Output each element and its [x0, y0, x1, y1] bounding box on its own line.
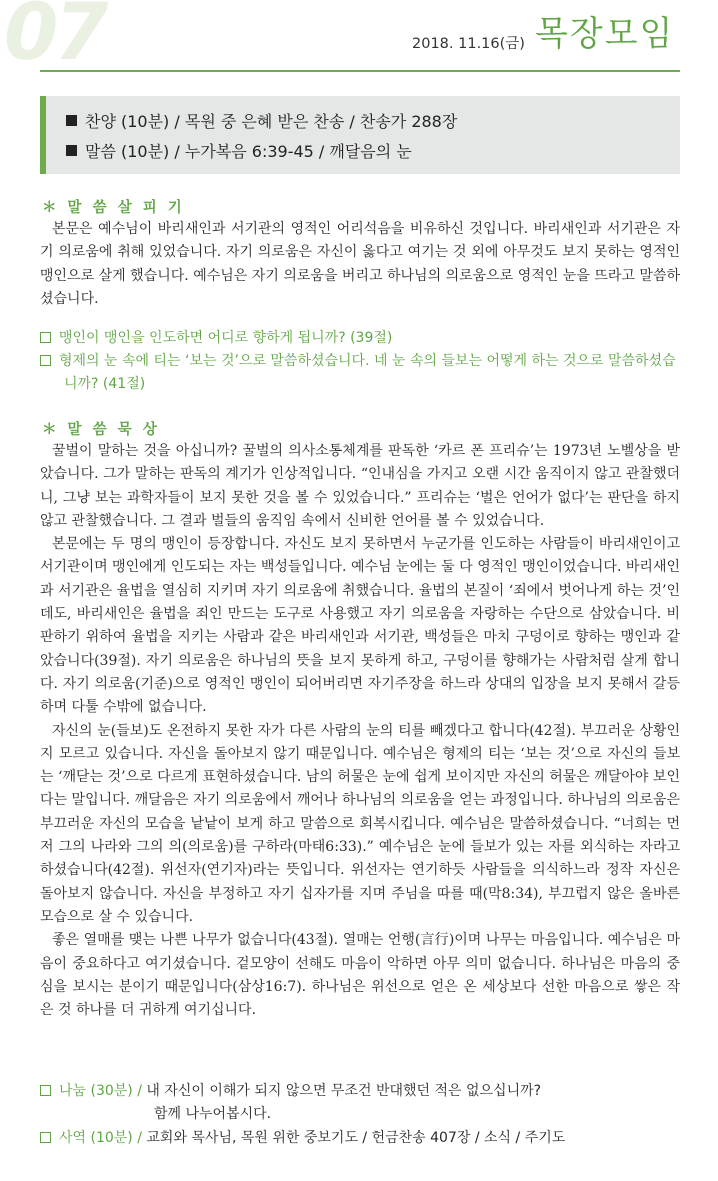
examine-paragraph: 본문은 예수님이 바리새인과 서기관의 영적인 어리석음을 비유하신 것입니다. 바리새인과 서기관은 자기 의로움에 취해 있었습니다. 자기 의로움은 자신이 옳다고 여기는 것 외에 아무것도 보지 못하는 영적인 맹인으로 살게 했습니다. 예수님은 자기 의로움을 버리고 하나님의 의로움으로 영적인 눈을 뜨라고 말씀하셨습니다. [40, 221, 680, 307]
checkbox-icon [40, 1085, 51, 1096]
header-divider [40, 70, 680, 72]
bullet-square-icon [66, 115, 77, 126]
checkbox-icon [40, 1132, 51, 1143]
checkbox-icon [40, 332, 51, 343]
examine-body [40, 218, 680, 311]
sharing-label: 나눔 (30분) / [40, 1083, 142, 1099]
ministry-row [40, 1127, 680, 1150]
checkbox-icon [40, 355, 51, 366]
order-of-service-box [40, 96, 680, 174]
meditate-body [40, 440, 680, 1022]
meditate-paragraph: 꿀벌이 말하는 것을 아십니까? 꿀벌의 의사소통체계를 판독한 ‘카르 폰 프리슈’는 1973년 노벨상을 받았습니다. 그가 말하는 판독의 계기가 인상적입니다. “인내심을 가지고 오랜 시간 움직이지 않고 관찰했더니, 그냥 보는 과학자들이 보지 못한 것을 볼 수 있었습니다.” 프리슈는 ‘벌은 언어가 없다’는 판단을 하지 않고 관찰했습니다. 그 결과 벌들의 움직임 속에서 신비한 언어를 볼 수 있었습니다. [40, 443, 680, 529]
meditate-paragraph: 본문에는 두 명의 맹인이 등장합니다. 자신도 보지 못하면서 누군가를 인도하는 사람들이 바리새인이고 서기관이며 맹인에게 인도되는 자는 백성들입니다. 예수님 눈에는 둘 다 영적인 맹인이었습니다. 바리새인과 서기관은 율법을 열심히 지키며 자기 의로움에 취했습니다. 율법의 본질이 ‘죄에서 벗어나게 하는 것’인데도, 바리새인은 율법을 죄인 만드는 도구로 사용했고 자기 의로움을 자랑하는 수단으로 삼았습니다. 비판하기 위하여 율법을 지키는 사람과 같은 바리새인과 서기관, 백성들은 마치 구덩이로 향하는 맹인과 같았습니다(39절). 자기 의로움은 하나님의 뜻을 보지 못하게 하고, 구덩이를 향해가는 사람처럼 살게 합니다. 자기 의로움(기준)으로 영적인 맹인이 되어버리면 자기주장을 하느라 상대의 입장을 보지 못해서 갈등하며 다툴 수밖에 없습니다. [40, 536, 680, 716]
meeting-date: 2018. 11.16(금) [412, 36, 525, 52]
question-item [40, 327, 680, 350]
bullet-square-icon [66, 145, 77, 156]
sharing-continuation: 함께 나누어봅시다. [154, 1106, 272, 1122]
page-title: 목장모임 [535, 14, 675, 54]
section-heading-examine: ＊ 말 씀 살 피 기 [42, 200, 185, 216]
ministry-text: 교회와 목사님, 목원 위한 중보기도 / 헌금찬송 407장 / 소식 / 주기도 [146, 1130, 566, 1146]
question-text: 형제의 눈 속에 티는 ‘보는 것’으로 말씀하셨습니다. 네 눈 속의 들보는 어떻게 하는 것으로 말씀하셨습니까? (41절) [59, 353, 676, 392]
meditate-paragraph: 자신의 눈(들보)도 온전하지 못한 자가 다른 사람의 눈의 티를 빼겠다고 합니다(42절). 부끄러운 상황인지 모르고 있습니다. 자신을 돌아보지 않기 때문입니다. 예수님은 형제의 티는 ‘보는 것’으로 자신의 들보는 ‘깨닫는 것’으로 다르게 표현하셨습니다. 남의 허물은 눈에 쉽게 보이지만 자신의 허물은 깨달아야 보인다는 말입니다. 깨달음은 자기 의로움에서 깨어나 하나님의 의로움을 얻는 과정입니다. 하나님의 의로움은 부끄러운 자신의 모습을 낱낱이 보게 하고 말씀으로 회복시킵니다. 예수님은 말씀하셨습니다. “너희는 먼저 그의 나라와 그의 의(의로움)를 구하라(마태6:33).” 예수님은 눈에 들보가 있는 자를 외식하는 자라고 하셨습니다(42절). 위선자(연기자)라는 뜻입니다. 위선자는 연기하듯 사람들을 의식하느라 정작 자신은 돌아보지 않습니다. 자신을 부정하고 자기 십자가를 지며 주님을 따를 때(막8:34), 부끄럽지 않은 올바른 모습으로 살 수 있습니다. [40, 722, 680, 925]
praise-text: 찬양 (10분) / 목원 중 은혜 받은 찬송 / 찬송가 288장 [85, 112, 458, 131]
page-number: 07 [4, 0, 105, 78]
question-item [40, 350, 680, 396]
meditate-paragraph: 좋은 열매를 맺는 나쁜 나무가 없습니다(43절). 열매는 언행(言行)이며 나무는 마음입니다. 예수님은 마음이 중요하다고 여기셨습니다. 겉모양이 선해도 마음이 악하면 아무 의미 없습니다. 하나님은 마음의 중심을 보시는 분이기 때문입니다(삼상16:7). 하나님은 위선으로 얻은 온 세상보다 선한 마음으로 쌓은 작은 것 하나를 더 귀하게 여기십니다. [40, 932, 680, 1019]
question-text: 맹인이 맹인을 인도하면 어디로 향하게 됩니까? (39절) [59, 330, 393, 346]
sharing-question: 내 자신이 이해가 되지 않으면 무조건 반대했던 적은 없으십니까? [146, 1083, 542, 1099]
scripture-text: 말씀 (10분) / 누가복음 6:39-45 / 깨달음의 눈 [85, 142, 412, 161]
scripture-line [66, 139, 412, 162]
praise-line [66, 109, 457, 132]
section-heading-meditate: ＊ 말 씀 묵 상 [42, 422, 160, 438]
sharing-row [40, 1080, 680, 1126]
ministry-label: 사역 (10분) / [40, 1130, 142, 1146]
